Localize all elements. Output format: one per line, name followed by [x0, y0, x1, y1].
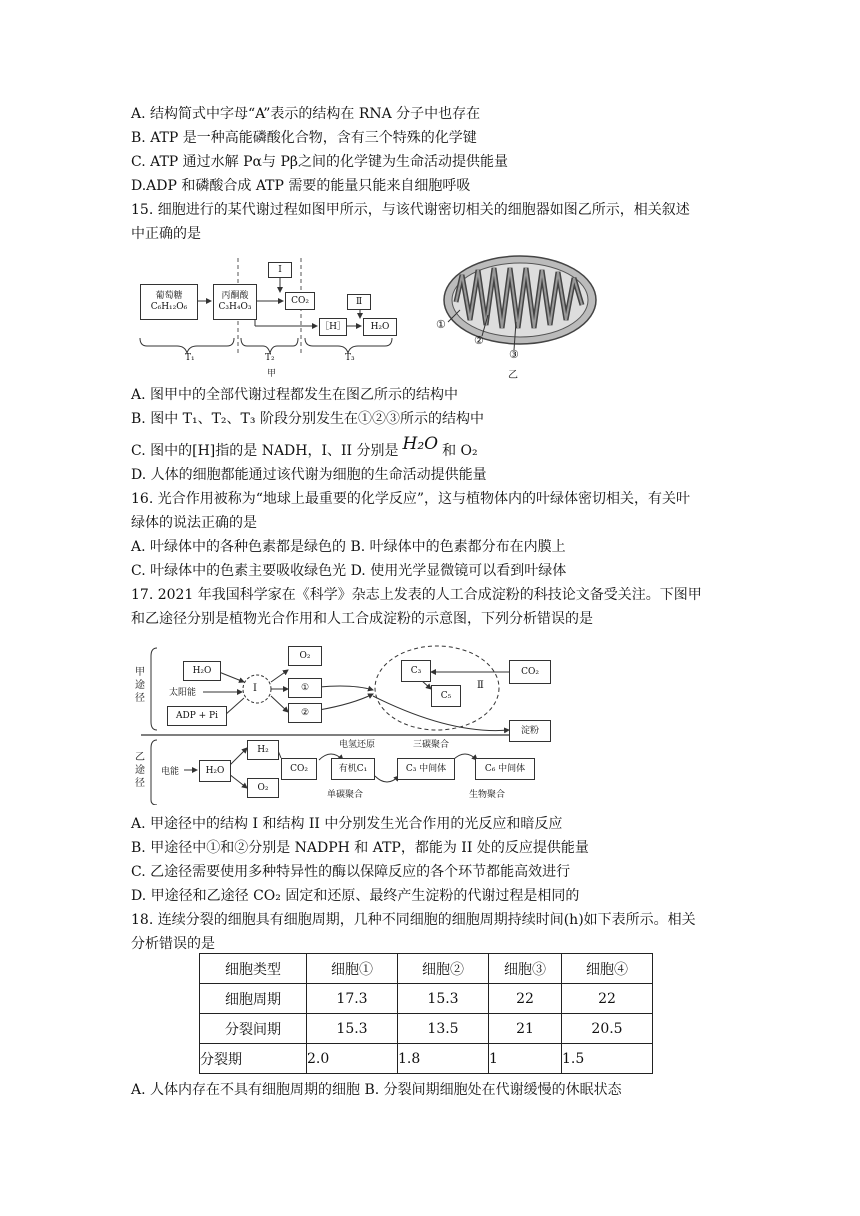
q16-options-ab: A. 叶绿体中的各种色素都是绿色的 B. 叶绿体中的色素都分布在内膜上: [131, 539, 566, 555]
hydro-reduction-label: 电氢还原: [339, 740, 376, 750]
diagram-starch-pathways: [131, 640, 561, 805]
single-carbon-label: 单碳聚合: [327, 790, 364, 800]
box-I: Ⅰ: [268, 262, 292, 278]
table-row: [200, 1044, 653, 1074]
pyruvate-box: [213, 284, 257, 320]
glucose-box: [140, 284, 198, 320]
table-header-cell: 细胞④: [562, 954, 653, 984]
circle-I-label: Ⅰ: [253, 683, 257, 694]
co2-box-jia: CO₂: [509, 660, 551, 684]
diagram-jia-caption: 甲: [267, 369, 277, 379]
co2-box: CO₂: [285, 292, 315, 310]
table-cell: 21: [489, 1014, 562, 1044]
h2-box: H₂: [247, 740, 279, 760]
table-cell: 17.3: [307, 984, 398, 1014]
table-cell: 13.5: [398, 1014, 489, 1044]
o2-box-jia: O₂: [288, 646, 322, 666]
table-cell: 22: [489, 984, 562, 1014]
table-cell: 1.5: [562, 1044, 653, 1074]
adp-pi-box: ADP + Pi: [167, 706, 227, 726]
table-header-cell: 细胞类型: [200, 954, 307, 984]
table-cell: 22: [562, 984, 653, 1014]
q18-options-ab: A. 人体内存在不具有细胞周期的细胞 B. 分裂间期细胞处在代谢缓慢的休眠状态: [131, 1082, 622, 1098]
table-cell: 分裂期: [200, 1044, 307, 1074]
glucose-formula: C₆H₁₂O₆: [150, 302, 188, 312]
pyruvate-label: 丙酮酸: [221, 291, 249, 301]
q15-option-c: [131, 434, 478, 461]
table-cell: 2.0: [307, 1044, 398, 1074]
route-yi-label: 乙途径: [135, 752, 145, 789]
q17-option-a: A. 甲途径中的结构 I 和结构 II 中分别发生光合作用的光反应和暗反应: [131, 816, 563, 832]
h2o-box: H₂O: [363, 318, 397, 336]
q14-option-c: C. ATP 通过水解 Pα与 Pβ之间的化学键为生命活动提供能量: [131, 154, 508, 170]
mito-marker-3: ③: [509, 348, 519, 361]
q15-stem-line2: 中正确的是: [131, 226, 201, 242]
q18-stem-line2: 分析错误的是: [131, 936, 215, 952]
marker-1-box: ①: [288, 678, 322, 698]
q17-stem-line2: 和乙途径分别是植物光合作用和人工合成淀粉的示意图，下列分析错误的是: [131, 611, 593, 627]
o2-box-yi: O₂: [247, 778, 279, 798]
q16-stem-line1: 16. 光合作用被称为“地球上最重要的化学反应”，这与植物体内的叶绿体密切相关，有关叶: [131, 491, 691, 507]
glucose-label: 葡萄糖: [155, 291, 183, 301]
q15-option-c-tail: 和 O₂: [442, 443, 478, 459]
table-header-cell: 细胞①: [307, 954, 398, 984]
table-cell: 细胞周期: [200, 984, 307, 1014]
route-jia-label: 甲途径: [135, 667, 145, 704]
diagram-jia: [135, 258, 410, 378]
circle-II-label: Ⅱ: [477, 680, 484, 691]
h2o-box-jia: H₂O: [183, 661, 221, 681]
c3-box: C₃: [401, 660, 431, 682]
marker-2-box: ②: [288, 703, 322, 723]
q14-option-b: B. ATP 是一种高能磷酸化合物，含有三个特殊的化学键: [131, 130, 477, 146]
tri-carbon-label: 三碳聚合: [413, 740, 450, 750]
c3-intermediate-box: C₃ 中间体: [397, 758, 455, 780]
q17-option-d: D. 甲途径和乙途径 CO₂ 固定和还原、最终产生淀粉的代谢过程是相同的: [131, 888, 580, 904]
table-row: [200, 984, 653, 1014]
q16-stem-line2: 绿体的说法正确的是: [131, 515, 257, 531]
mito-marker-1: ①: [436, 318, 446, 331]
t2-label: T₂: [265, 353, 275, 363]
table-header-cell: 细胞③: [489, 954, 562, 984]
q15-option-b: B. 图中 T₁、T₂、T₃ 阶段分别发生在①②③所示的结构中: [131, 411, 484, 427]
q18-stem-line1: 18. 连续分裂的细胞具有细胞周期，几种不同细胞的细胞周期持续时间(h)如下表所示。相关: [131, 912, 696, 928]
cell-cycle-table: [199, 953, 653, 1074]
q15-stem-line1: 15. 细胞进行的某代谢过程如图甲所示，与该代谢密切相关的细胞器如图乙所示，相关叙述: [131, 202, 690, 218]
table-header-row: [200, 954, 653, 984]
q17-option-b: B. 甲途径中①和②分别是 NADPH 和 ATP，都能为 II 处的反应提供能量: [131, 840, 589, 856]
t1-label: T₁: [185, 353, 195, 363]
table-cell: 分裂间期: [200, 1014, 307, 1044]
organic-c1-box: 有机C₁: [331, 758, 375, 780]
mito-marker-2: ②: [474, 334, 484, 347]
q16-options-cd: C. 叶绿体中的色素主要吸收绿色光 D. 使用光学显微镜可以看到叶绿体: [131, 563, 567, 579]
q14-option-d: D.ADP 和磷酸合成 ATP 需要的能量只能来自细胞呼吸: [131, 178, 471, 194]
q17-stem-line1: 17. 2021 年我国科学家在《科学》杂志上发表的人工合成淀粉的科技论文备受关注。下图甲: [131, 587, 702, 603]
pyruvate-formula: C₃H₄O₃: [218, 302, 252, 312]
c5-box: C₅: [431, 685, 461, 707]
table-header-cell: 细胞②: [398, 954, 489, 984]
diagram-yi-caption: 乙: [508, 370, 518, 381]
table-cell: 15.3: [398, 984, 489, 1014]
q15-option-a: A. 图甲中的全部代谢过程都发生在图乙所示的结构中: [131, 387, 459, 403]
electric-energy-label: 电能: [161, 767, 180, 777]
table-cell: 20.5: [562, 1014, 653, 1044]
sunlight-label: 太阳能: [169, 688, 197, 698]
table-cell: 1.8: [398, 1044, 489, 1074]
q15-option-c-text: C. 图中的[H]指的是 NADH，I、II 分别是: [131, 443, 399, 459]
q14-option-a: A. 结构简式中字母“A”表示的结构在 RNA 分子中也存在: [131, 106, 481, 122]
co2-box-yi: CO₂: [281, 758, 317, 780]
diagram-yi: [432, 250, 602, 380]
starch-box: 淀粉: [509, 720, 551, 742]
c6-intermediate-box: C₆ 中间体: [475, 758, 535, 780]
box-II: Ⅱ: [347, 294, 371, 310]
q15-option-c-formula: H₂O: [402, 434, 439, 454]
t3-label: T₃: [345, 353, 355, 363]
table-cell: 15.3: [307, 1014, 398, 1044]
h2o-box-yi: H₂O: [199, 760, 231, 782]
h-box: ［H］: [319, 318, 347, 336]
bio-poly-label: 生物聚合: [469, 790, 506, 800]
q17-option-c: C. 乙途径需要使用多种特异性的酶以保障反应的各个环节都能高效进行: [131, 864, 571, 880]
table-row: [200, 1014, 653, 1044]
table-cell: 1: [489, 1044, 562, 1074]
q15-option-d: D. 人体的细胞都能通过该代谢为细胞的生命活动提供能量: [131, 467, 487, 483]
